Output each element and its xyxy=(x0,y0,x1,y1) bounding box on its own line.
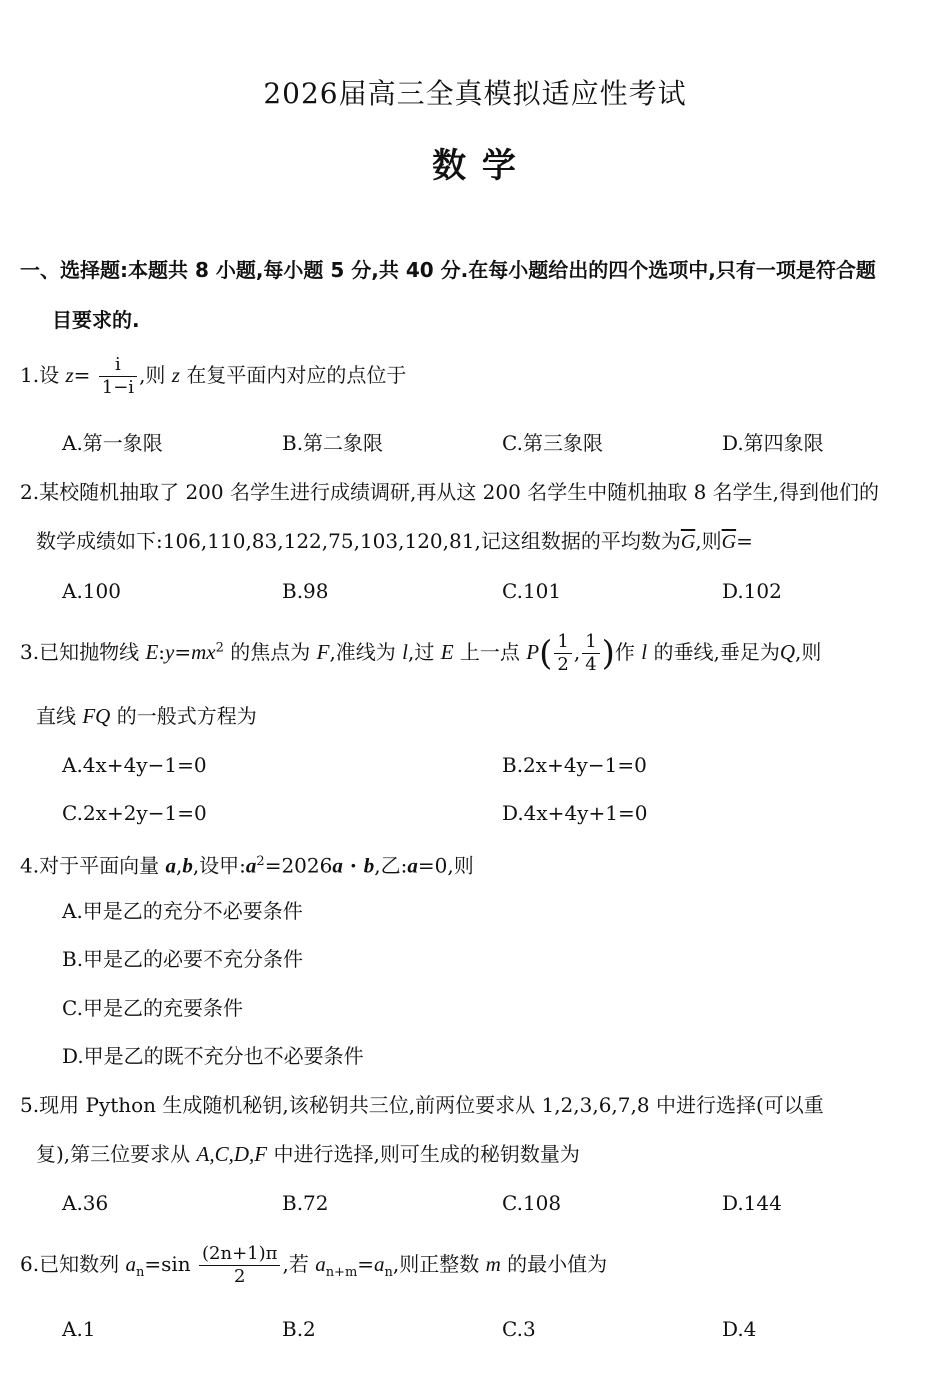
question-5-option-a: A.36 xyxy=(62,1191,109,1215)
question-5-option-d: D.144 xyxy=(722,1191,782,1215)
question-1-option-c: C.第三象限 xyxy=(502,431,603,455)
question-4-option-b: B.甲是乙的必要不充分条件 xyxy=(62,947,304,971)
question-2-option-c: C.101 xyxy=(502,579,562,603)
exam-title: 2026届高三全真模拟适应性考试 xyxy=(263,77,687,110)
question-6-option-c: C.3 xyxy=(502,1317,536,1341)
question-1-option-b: B.第二象限 xyxy=(282,431,384,455)
left-paren: ( xyxy=(539,633,553,674)
fraction: $\frac{1}{2}$ xyxy=(554,631,571,676)
question-1-stem: 1.设 z= $\frac{i}{1-i}$ ,则 z 在复平面内对应的点位于 xyxy=(20,354,407,398)
question-5-stem-line2: 复),第三位要求从 A,C,D,F 中进行选择,则可生成的秘钥数量为 xyxy=(36,1142,580,1166)
fraction: $\frac{(2n+1)\pi}{2}$ xyxy=(199,1243,280,1288)
question-5-stem-line1: 5.现用 Python 生成随机秘钥,该秘钥共三位,前两位要求从 1,2,3,6,7,8 中进行选择(可以重 xyxy=(20,1093,824,1117)
question-2-option-d: D.102 xyxy=(722,579,782,603)
question-1-option-a: A.第一象限 xyxy=(62,431,163,455)
question-4-option-a: A.甲是乙的充分不必要条件 xyxy=(62,899,303,923)
question-3-stem-line1: 3.已知抛物线 $E:y=mx^2$ 的焦点为 F,准线为 l,过 E 上一点 P( $\frac{1}{2}$ , $\frac{1}{4}$ )作 l 的垂线,垂足为Q,则 xyxy=(20,631,822,675)
fraction: $\frac{i}{1-i}$ xyxy=(99,354,137,399)
question-3-option-d: D.4x+4y+1=0 xyxy=(502,801,648,825)
question-1-option-d: D.第四象限 xyxy=(722,431,824,455)
section-heading-line2: 目要求的. xyxy=(52,308,140,332)
section-heading-line1: 一、选择题:本题共 8 小题,每小题 5 分,共 40 分.在每小题给出的四个选项中,只有一项是符合题 xyxy=(20,258,876,282)
question-4-stem: 4.对于平面向量 a,b,设甲$:a^2=2026a \cdot b$,乙:a=0,则 xyxy=(20,853,474,878)
question-4-option-c: C.甲是乙的充要条件 xyxy=(62,996,243,1020)
question-5-option-b: B.72 xyxy=(282,1191,329,1215)
question-6-option-a: A.1 xyxy=(62,1317,96,1341)
question-6-option-b: B.2 xyxy=(282,1317,316,1341)
question-6-option-d: D.4 xyxy=(722,1317,757,1341)
question-2-option-a: A.100 xyxy=(62,579,121,603)
question-3-option-c: C.2x+2y−1=0 xyxy=(62,801,207,825)
question-3-option-b: B.2x+4y−1=0 xyxy=(502,753,647,777)
right-paren: ) xyxy=(601,633,615,674)
subject-title: 数 学 xyxy=(432,146,518,186)
question-3-stem-line2: 直线 FQ 的一般式方程为 xyxy=(36,704,257,728)
question-4-option-d: D.甲是乙的既不充分也不必要条件 xyxy=(62,1044,364,1068)
question-5-option-c: C.108 xyxy=(502,1191,562,1215)
question-6-stem: 6.已知数列 $a_n=\sin$ $\frac{(2n+1)\pi}{2}$ ,若 $a_{n+m}=a_n$,则正整数 m 的最小值为 xyxy=(20,1243,608,1287)
question-2-stem-line2: 数学成绩如下:106,110,83,122,75,103,120,81,记这组数据的平均数为$\overline{G}$,则$\overline{G}=$ xyxy=(36,529,753,553)
question-2-stem-line1: 2.某校随机抽取了 200 名学生进行成绩调研,再从这 200 名学生中随机抽取 8 名学生,得到他们的 xyxy=(20,480,880,504)
question-3-option-a: A.4x+4y−1=0 xyxy=(62,753,207,777)
question-2-option-b: B.98 xyxy=(282,579,329,603)
fraction: $\frac{1}{4}$ xyxy=(582,631,599,676)
